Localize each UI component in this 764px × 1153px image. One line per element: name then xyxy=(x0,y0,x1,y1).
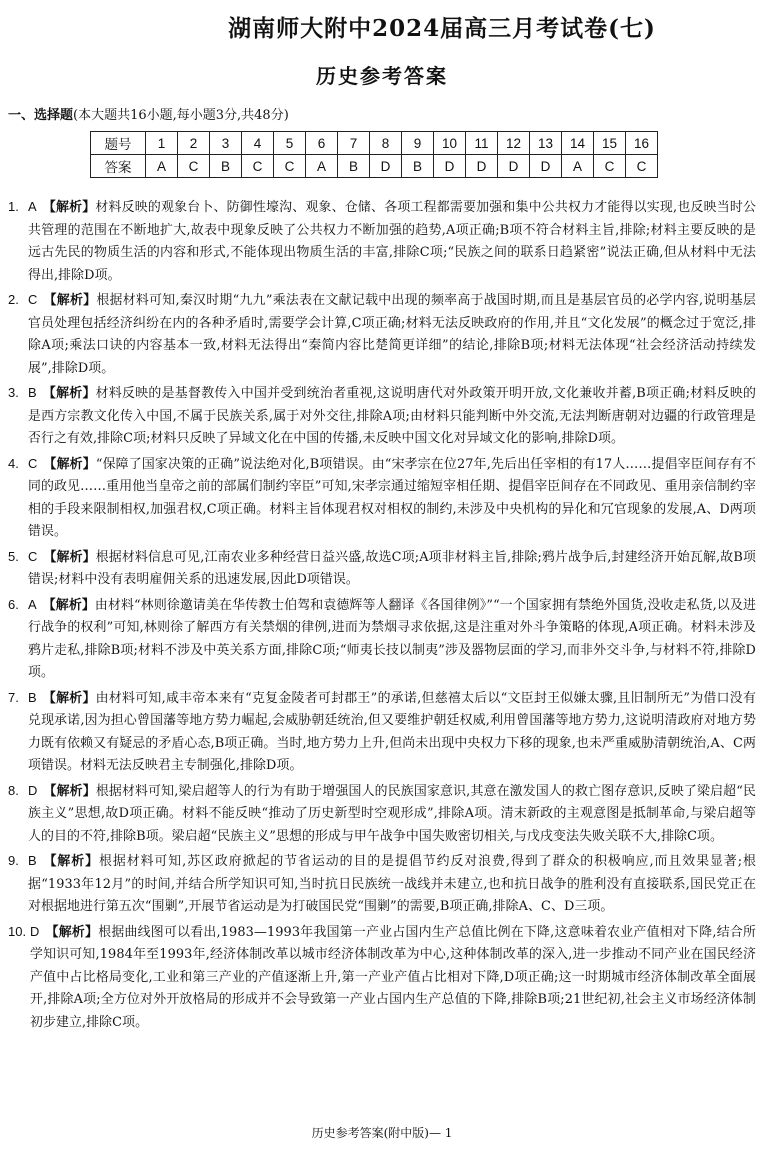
question-number-cell: 8 xyxy=(370,132,402,155)
answer-cell: D xyxy=(434,155,466,178)
question-number-cell: 7 xyxy=(338,132,370,155)
answer-cell: D xyxy=(498,155,530,178)
analysis-text: 根据曲线图可以看出,1983—1993年我国第一产业占国内生产总值比例在下降,这意味着农业产值相对下降,结合所学知识可知,1984年至1993年,经济体制改革以城市经济体制改革为中心,这种体制改革的深入,进一步推动不同产业在国民经济产值中占比格局变化,工业和第三产业的产值逐渐上升,第一产业产值占比相对下降,D项正确;这一时期城市经济体制改革全面展开,排除A项;全方位对外开放格局的形成并不会导致第一产业占国内生产总值的下降,排除B项;21世纪初,社会主义市场经济体制初步建立,排除C项。 xyxy=(30,924,756,1030)
question-number-cell: 6 xyxy=(306,132,338,155)
question-number-row xyxy=(91,132,658,155)
question-number-cell: 14 xyxy=(562,132,594,155)
explanation-item xyxy=(8,382,756,451)
item-number: 4. xyxy=(8,455,19,471)
item-number: 8. xyxy=(8,782,19,798)
item-answer-letter: C xyxy=(28,292,38,307)
answer-cell: A xyxy=(146,155,178,178)
answer-key-table xyxy=(90,131,658,178)
explanation-item xyxy=(8,289,756,380)
item-answer-letter: D xyxy=(30,923,40,939)
answer-cell: C xyxy=(626,155,658,178)
analysis-tag: 【解析】 xyxy=(42,200,96,215)
item-number: 1. xyxy=(8,199,19,214)
analysis-text: 由材料“林则徐邀请美在华传教士伯驾和袁德辉等人翻译《各国律例》”“一个国家拥有禁绝外国货,没收走私货,以及进行战争的权利”可知,林则徐了解西方有关禁烟的律例,进而为禁烟寻求依据,这是注重对外斗争策略的体现,A项正确。材料未涉及鸦片走私,排除B项;材料不涉及中英关系方面,排除C项;“师夷长技以制夷”涉及器物层面的学习,而非外交斗争,与材料不符,排除D项。 xyxy=(28,597,756,680)
answer-cell: D xyxy=(530,155,562,178)
item-body xyxy=(28,453,756,544)
item-number: 3. xyxy=(8,385,19,400)
answer-cell: A xyxy=(562,155,594,178)
question-number-cell: 11 xyxy=(466,132,498,155)
analysis-text: 根据材料信息可见,江南农业多种经营日益兴盛,故选C项;A项非材料主旨,排除;鸦片战争后,封建经济开始瓦解,故B项错误;材料中没有表明雇佣关系的迅速发展,因此D项错误。 xyxy=(28,549,756,587)
item-body xyxy=(28,382,756,451)
explanation-item xyxy=(8,546,756,592)
item-answer-letter: B xyxy=(28,385,37,400)
section-heading xyxy=(8,104,289,123)
answer-row xyxy=(91,155,658,178)
item-answer-letter: C xyxy=(28,455,38,471)
item-number: 7. xyxy=(8,689,19,705)
question-number-cell: 1 xyxy=(146,132,178,155)
question-number-cell: 4 xyxy=(242,132,274,155)
question-number-cell: 12 xyxy=(498,132,530,155)
page-footer: 历史参考答案(附中版)— 1 xyxy=(311,1126,453,1140)
item-number: 9. xyxy=(8,853,19,868)
analysis-tag: 【解析】 xyxy=(43,293,97,308)
item-answer-letter: B xyxy=(28,853,37,868)
explanation-list xyxy=(8,196,756,1036)
item-number: 2. xyxy=(8,292,19,307)
item-body xyxy=(28,289,756,380)
item-answer-letter: D xyxy=(28,782,38,798)
analysis-tag: 【解析】 xyxy=(42,690,96,706)
item-body xyxy=(28,546,756,592)
explanation-item xyxy=(8,850,756,919)
explanation-item xyxy=(8,453,756,544)
item-answer-letter: A xyxy=(28,596,37,612)
analysis-tag: 【解析】 xyxy=(45,924,99,940)
analysis-tag: 【解析】 xyxy=(42,854,99,869)
analysis-text: 材料反映的是基督教传入中国并受到统治者重视,这说明唐代对外政策开明开放,文化兼收并蓄,B项正确;材料反映的是西方宗教文化传入中国,不属于民族关系,属于对外交往,排除A项;由材料只能判断中外交流,无法判断唐朝对边疆的行政管理是否行之有效,排除C项;材料只反映了异域文化在中国的传播,未反映中国文化对异域文化的影响,排除D项。 xyxy=(28,386,757,446)
question-number-cell: 2 xyxy=(178,132,210,155)
analysis-text: 材料反映的观象台卜、防御性壕沟、观象、仓储、各项工程都需要加强和集中公共权力才能得以实现,也反映当时公共管理的范围在不断地扩大,故表中现象反映了公共权力不断加强的趋势,A项正确;B项不符合材料主旨,排除;材料主要反映的是远古先民的物质生活的内容和形式,不能体现出物质生活的丰富,排除C项;“民族之间的联系日趋紧密”说法正确,但从材料中无法得出,排除D项。 xyxy=(28,200,756,283)
item-answer-letter: B xyxy=(28,689,37,705)
explanation-item xyxy=(8,780,756,849)
item-number: 6. xyxy=(8,596,19,612)
answer-cell: A xyxy=(306,155,338,178)
analysis-text: 根据材料可知,梁启超等人的行为有助于增强国人的民族国家意识,其意在激发国人的救亡图存意识,反映了梁启超“民族主义”思想,故D项正确。材料不能反映“推动了历史新型时空观形成”,排除A项。清末新政的主观意图是抵制革命,与梁启超等人的目的不符,排除B项。梁启超“民族主义”思想的形成与甲午战争中国失败密切相关,与戊戌变法失败关联不大,排除C项。 xyxy=(28,783,756,844)
explanation-item xyxy=(8,921,756,1035)
item-body xyxy=(28,780,756,849)
answer-cell: D xyxy=(466,155,498,178)
item-body xyxy=(28,594,756,685)
item-body xyxy=(28,687,756,778)
question-number-cell: 13 xyxy=(530,132,562,155)
answer-cell: B xyxy=(402,155,434,178)
item-answer-letter: A xyxy=(28,199,37,214)
item-number: 10. xyxy=(8,923,27,939)
explanation-item xyxy=(8,196,756,287)
question-number-cell: 5 xyxy=(274,132,306,155)
analysis-tag: 【解析】 xyxy=(43,783,96,799)
analysis-tag: 【解析】 xyxy=(43,549,96,565)
answer-cell: C xyxy=(178,155,210,178)
item-body xyxy=(28,196,756,287)
question-number-cell: 10 xyxy=(434,132,466,155)
item-answer-letter: C xyxy=(28,548,38,564)
explanation-item xyxy=(8,687,756,778)
item-body xyxy=(30,921,756,1035)
analysis-text: 根据材料可知,苏区政府掀起的节省运动的目的是提倡节约反对浪费,得到了群众的积极响应,而且效果显著;根据“1933年12月”的时间,并结合所学知识可知,当时抗日民族统一战线并未建立,也和抗日战争的胜利没有直接联系,国民党正在对根据地进行第五次“围剿”,开展节省运动是为打破国民党“围剿”的需要,B项正确,排除A、C、D三项。 xyxy=(28,854,756,914)
item-body xyxy=(28,850,756,919)
section-label: 一、选择题 xyxy=(8,108,74,123)
question-number-cell: 15 xyxy=(594,132,626,155)
analysis-tag: 【解析】 xyxy=(42,386,96,401)
question-number-cell: 3 xyxy=(210,132,242,155)
answer-cell: C xyxy=(274,155,306,178)
section-note: (本大题共16小题,每小题3分,共48分) xyxy=(73,108,289,123)
answer-cell: C xyxy=(594,155,626,178)
answer-cell: B xyxy=(210,155,242,178)
answer-row-label: 答案 xyxy=(91,155,146,178)
item-number: 5. xyxy=(8,548,19,564)
question-number-cell: 16 xyxy=(626,132,658,155)
analysis-text: 根据材料可知,秦汉时期“九九”乘法表在文献记载中出现的频率高于战国时期,而且是基层官员的必学内容,说明基层官员处理包括经济纠纷在内的各种矛盾时,需要学会计算,C项正确;材料无法反映政府的作用,并且“文化发展”的概念过于宽泛,排除A项;乘法口诀的内容基本一致,材料无法得出“秦简内容比楚简更详细”的结论,排除B项;材料无法体现“社会经济活动持续发展”,排除D项。 xyxy=(28,293,756,376)
question-number-cell: 9 xyxy=(402,132,434,155)
answer-cell: C xyxy=(242,155,274,178)
question-row-label: 题号 xyxy=(91,132,146,155)
explanation-item xyxy=(8,594,756,685)
answer-cell: B xyxy=(338,155,370,178)
exam-title: 湖南师大附中2024届高三月考试卷(七) xyxy=(228,15,656,42)
answer-subtitle: 历史参考答案 xyxy=(316,64,448,88)
analysis-text: 由材料可知,咸丰帝本来有“克复金陵者可封郡王”的承诺,但慈禧太后以“文臣封王似嫌太骤,且旧制所无”为借口没有兑现承诺,因为担心曾国藩等地方势力崛起,会威胁朝廷统治,但又要维护朝廷权威,利用曾国藩等地方势力,这说明清政府对地方势力既有依赖又有疑忌的矛盾心态,B项正确。当时,地方势力上升,但尚未出现中央权力下移的现象,也未严重威胁清朝统治,A、C两项错误。材料无法反映君主专制强化,排除D项。 xyxy=(28,690,756,773)
analysis-tag: 【解析】 xyxy=(42,597,95,613)
analysis-text: “保障了国家决策的正确”说法绝对化,B项错误。由“宋孝宗在位27年,先后出任宰相的有17人……提倡宰臣间存有不同的政见……重用他当皇帝之前的部属们制约宰臣”可知,宋孝宗通过缩短宰相任期、提倡宰臣间存在不同政见、重用亲信制约宰相的手段来限制相权,加强君权,C项正确。材料主旨体现君权对相权的制约,未涉及中央机构的异化和冗官现象的发展,A、D两项错误。 xyxy=(28,456,756,539)
answer-cell: D xyxy=(370,155,402,178)
analysis-tag: 【解析】 xyxy=(43,456,96,472)
